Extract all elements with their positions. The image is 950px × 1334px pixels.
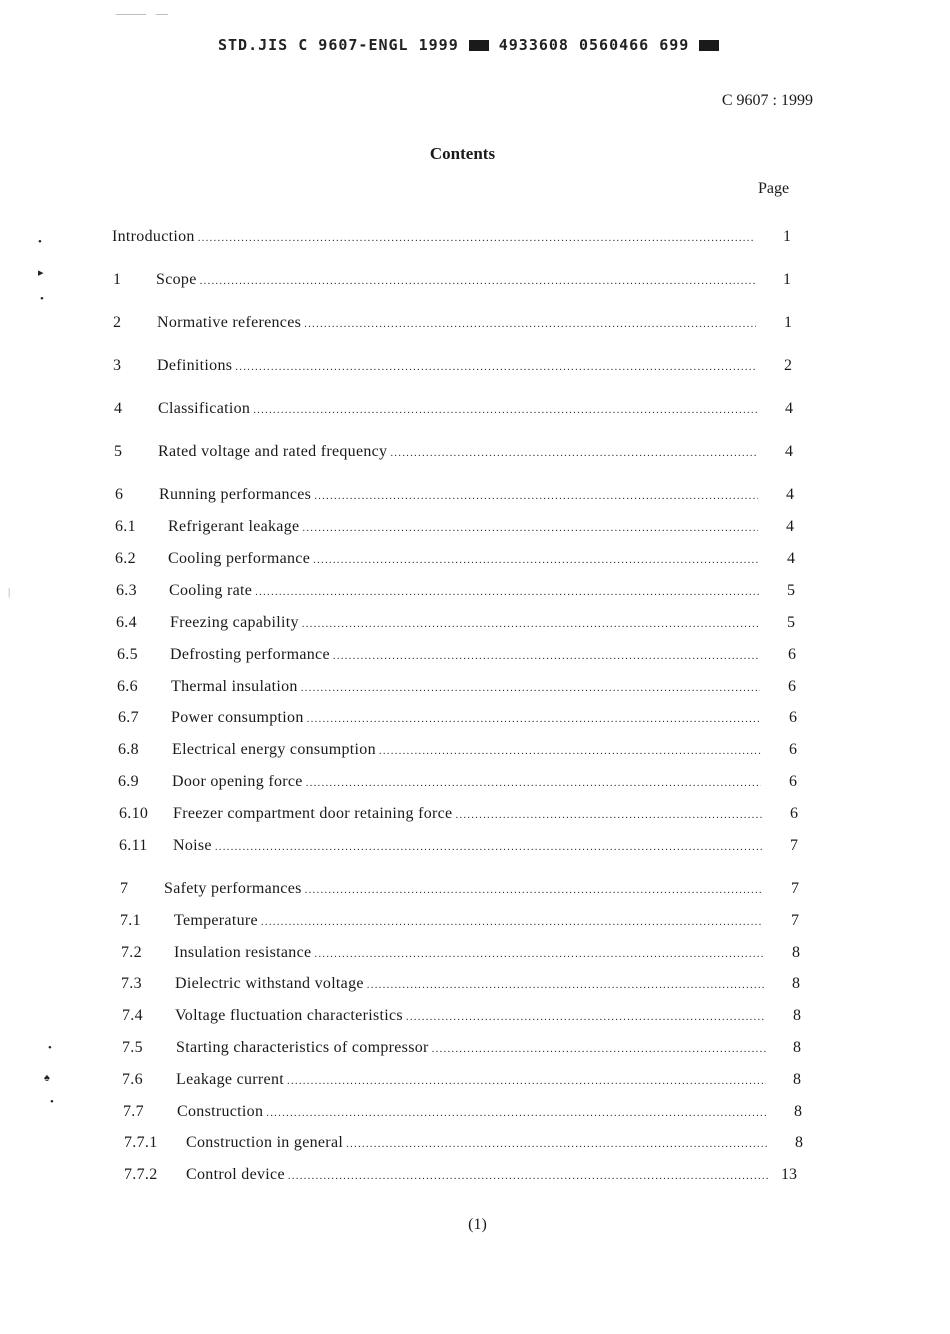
toc-entry-page: 8 xyxy=(794,1103,802,1120)
toc-entry-page: 7 xyxy=(791,880,799,897)
toc-entry-page: 5 xyxy=(787,582,795,599)
dot-leader xyxy=(305,884,763,896)
toc-entry-number: 6.1 xyxy=(115,518,136,535)
toc-entry-number: 6.8 xyxy=(118,741,139,758)
dot-leader xyxy=(301,682,760,694)
margin-mark: • xyxy=(40,293,44,305)
dot-leader xyxy=(390,447,757,459)
toc-entry xyxy=(122,1071,766,1091)
toc-entry-number: 6.11 xyxy=(119,837,148,854)
dot-leader xyxy=(255,586,759,598)
dot-leader xyxy=(333,650,760,662)
dot-leader xyxy=(198,232,755,244)
toc-entry xyxy=(118,773,761,793)
toc-entry-number: 5 xyxy=(114,443,123,460)
black-bar-mark xyxy=(469,40,489,51)
toc-entry-number: 7.7.2 xyxy=(124,1166,158,1183)
header-barcode-number: 4933608 0560466 699 xyxy=(498,36,690,54)
dot-leader xyxy=(288,1170,769,1182)
page-title: Contents xyxy=(429,144,496,163)
scan-mark xyxy=(156,14,168,15)
toc-entry xyxy=(117,646,760,666)
black-bar-mark xyxy=(699,40,719,51)
margin-mark: • xyxy=(48,1042,52,1054)
dot-leader xyxy=(314,490,758,502)
margin-mark: | xyxy=(8,586,11,598)
dot-leader xyxy=(304,318,756,330)
toc-entry-number: 3 xyxy=(113,357,122,374)
toc-entry xyxy=(115,550,759,570)
toc-entry-number: 6.2 xyxy=(115,550,136,567)
toc-entry-page: 4 xyxy=(786,518,794,535)
dot-leader xyxy=(346,1138,768,1150)
toc-entry-title: Insulation resistance xyxy=(174,944,312,961)
toc-entry xyxy=(113,314,756,334)
toc-entry xyxy=(116,582,759,602)
toc-entry xyxy=(116,614,759,634)
dot-leader xyxy=(287,1075,766,1087)
toc-entry xyxy=(120,912,763,932)
toc-entry-page: 6 xyxy=(788,678,796,695)
toc-entry-number: 7.7.1 xyxy=(124,1134,158,1151)
toc-entry xyxy=(118,741,761,761)
scan-mark xyxy=(116,14,146,15)
toc-entry-page: 8 xyxy=(793,1071,801,1088)
toc-entry-title: Defrosting performance xyxy=(170,646,330,663)
toc-entry xyxy=(114,443,757,463)
toc-entry-page: 1 xyxy=(783,228,791,245)
toc-entry xyxy=(119,837,762,857)
toc-entry-title: Rated voltage and rated frequency xyxy=(158,443,388,460)
page-column-label: Page xyxy=(758,180,790,197)
toc-entry-title: Leakage current xyxy=(176,1071,284,1088)
toc-entry-number: 6.7 xyxy=(118,709,139,726)
toc-entry-number: 1 xyxy=(113,271,122,288)
toc-entry-title: Normative references xyxy=(157,314,302,331)
toc-entry-title: Noise xyxy=(173,837,212,854)
toc-entry-title: Scope xyxy=(156,271,197,288)
toc-entry-title: Cooling rate xyxy=(169,582,253,599)
toc-entry-page: 7 xyxy=(790,837,798,854)
dot-leader xyxy=(253,404,757,416)
dot-leader xyxy=(314,948,764,960)
toc-entry-page: 6 xyxy=(789,773,797,790)
dot-leader xyxy=(455,809,762,821)
toc-entry xyxy=(112,228,755,248)
toc-entry-number: 6.6 xyxy=(117,678,138,695)
dot-leader xyxy=(261,916,763,928)
toc-entry xyxy=(121,975,764,995)
toc-entry xyxy=(122,1039,766,1059)
dot-leader xyxy=(200,275,755,287)
toc-entry-number: 6.10 xyxy=(119,805,149,822)
toc-entry-title: Classification xyxy=(158,400,251,417)
toc-entry-number: 2 xyxy=(113,314,122,331)
toc-entry-number: 6.5 xyxy=(117,646,138,663)
toc-entry-title: Dielectric withstand voltage xyxy=(175,975,364,992)
toc-entry-page: 5 xyxy=(787,614,795,631)
toc-entry-title: Power consumption xyxy=(171,709,304,726)
toc-entry xyxy=(118,709,761,729)
dot-leader xyxy=(306,777,761,789)
toc-entry-number: 7.3 xyxy=(121,975,142,992)
toc-entry-page: 6 xyxy=(788,646,796,663)
toc-entry-page: 8 xyxy=(793,1007,801,1024)
toc-entry-title: Electrical energy consumption xyxy=(172,741,376,758)
toc-entry-page: 6 xyxy=(790,805,798,822)
dot-leader xyxy=(266,1107,767,1119)
toc-entry-title: Cooling performance xyxy=(168,550,311,567)
toc-entry-page: 4 xyxy=(786,486,794,503)
toc-entry-title: Introduction xyxy=(112,228,195,245)
toc-entry-title: Voltage fluctuation characteristics xyxy=(175,1007,403,1024)
toc-entry xyxy=(124,1166,769,1186)
toc-entry xyxy=(115,518,758,538)
toc-entry-number: 7 xyxy=(120,880,129,897)
toc-entry xyxy=(117,678,760,698)
toc-entry-title: Construction in general xyxy=(186,1134,344,1151)
dot-leader xyxy=(313,554,759,566)
toc-entry-page: 4 xyxy=(787,550,795,567)
toc-entry xyxy=(120,880,763,900)
toc-entry-number: 7.6 xyxy=(122,1071,143,1088)
dot-leader xyxy=(302,618,759,630)
document-header xyxy=(218,36,719,54)
toc-entry-number: 7.7 xyxy=(123,1103,144,1120)
toc-entry-page: 2 xyxy=(784,357,792,374)
toc-entry-title: Door opening force xyxy=(172,773,303,790)
toc-entry-title: Temperature xyxy=(174,912,258,929)
toc-entry-title: Definitions xyxy=(157,357,233,374)
dot-leader xyxy=(432,1043,766,1055)
toc-entry xyxy=(121,944,764,964)
dot-leader xyxy=(379,745,761,757)
toc-entry-page: 8 xyxy=(792,975,800,992)
document-number: C 9607 : 1999 xyxy=(721,92,813,109)
margin-mark: • xyxy=(38,236,42,248)
toc-entry xyxy=(113,357,756,377)
margin-mark: • xyxy=(50,1096,54,1108)
toc-entry-page: 4 xyxy=(785,400,793,417)
toc-entry-number: 7.5 xyxy=(122,1039,143,1056)
toc-entry-title: Starting characteristics of compressor xyxy=(176,1039,429,1056)
page-number-footer: (1) xyxy=(468,1216,487,1233)
toc-entry-title: Refrigerant leakage xyxy=(168,518,300,535)
toc-entry-page: 13 xyxy=(781,1166,797,1183)
toc-entry-number: 6 xyxy=(115,486,124,503)
toc-entry-number: 4 xyxy=(114,400,123,417)
toc-entry-page: 8 xyxy=(795,1134,803,1151)
toc-entry-title: Freezing capability xyxy=(170,614,299,631)
margin-mark: ▸ xyxy=(38,267,44,279)
dot-leader xyxy=(307,713,761,725)
toc-entry-page: 8 xyxy=(792,944,800,961)
toc-entry xyxy=(114,400,757,420)
toc-entry xyxy=(119,805,762,825)
toc-entry-title: Control device xyxy=(186,1166,285,1183)
toc-entry-title: Construction xyxy=(177,1103,264,1120)
toc-entry-page: 6 xyxy=(789,741,797,758)
toc-entry-title: Thermal insulation xyxy=(171,678,298,695)
toc-entry-title: Running performances xyxy=(159,486,312,503)
toc-entry-number: 6.9 xyxy=(118,773,139,790)
toc-entry-page: 1 xyxy=(783,271,791,288)
dot-leader xyxy=(302,522,758,534)
margin-mark: ♠ xyxy=(44,1072,50,1084)
header-standard-code: STD.JIS C 9607-ENGL 1999 xyxy=(218,36,459,54)
toc-entry-page: 6 xyxy=(789,709,797,726)
toc-entry-page: 7 xyxy=(791,912,799,929)
toc-entry-title: Safety performances xyxy=(164,880,302,897)
toc-entry-number: 6.3 xyxy=(116,582,137,599)
toc-entry xyxy=(113,271,755,291)
dot-leader xyxy=(367,979,764,991)
dot-leader xyxy=(235,361,756,373)
dot-leader xyxy=(215,841,762,853)
toc-entry-page: 8 xyxy=(793,1039,801,1056)
toc-entry-page: 4 xyxy=(785,443,793,460)
toc-entry xyxy=(115,486,758,506)
toc-entry-number: 7.2 xyxy=(121,944,142,961)
toc-entry xyxy=(122,1007,765,1027)
toc-entry-page: 1 xyxy=(784,314,792,331)
toc-entry-number: 7.4 xyxy=(122,1007,143,1024)
dot-leader xyxy=(406,1011,765,1023)
toc-entry xyxy=(124,1134,768,1154)
toc-entry-number: 6.4 xyxy=(116,614,137,631)
toc-entry-number: 7.1 xyxy=(120,912,141,929)
toc-entry xyxy=(123,1103,767,1123)
toc-entry-title: Freezer compartment door retaining force xyxy=(173,805,453,822)
